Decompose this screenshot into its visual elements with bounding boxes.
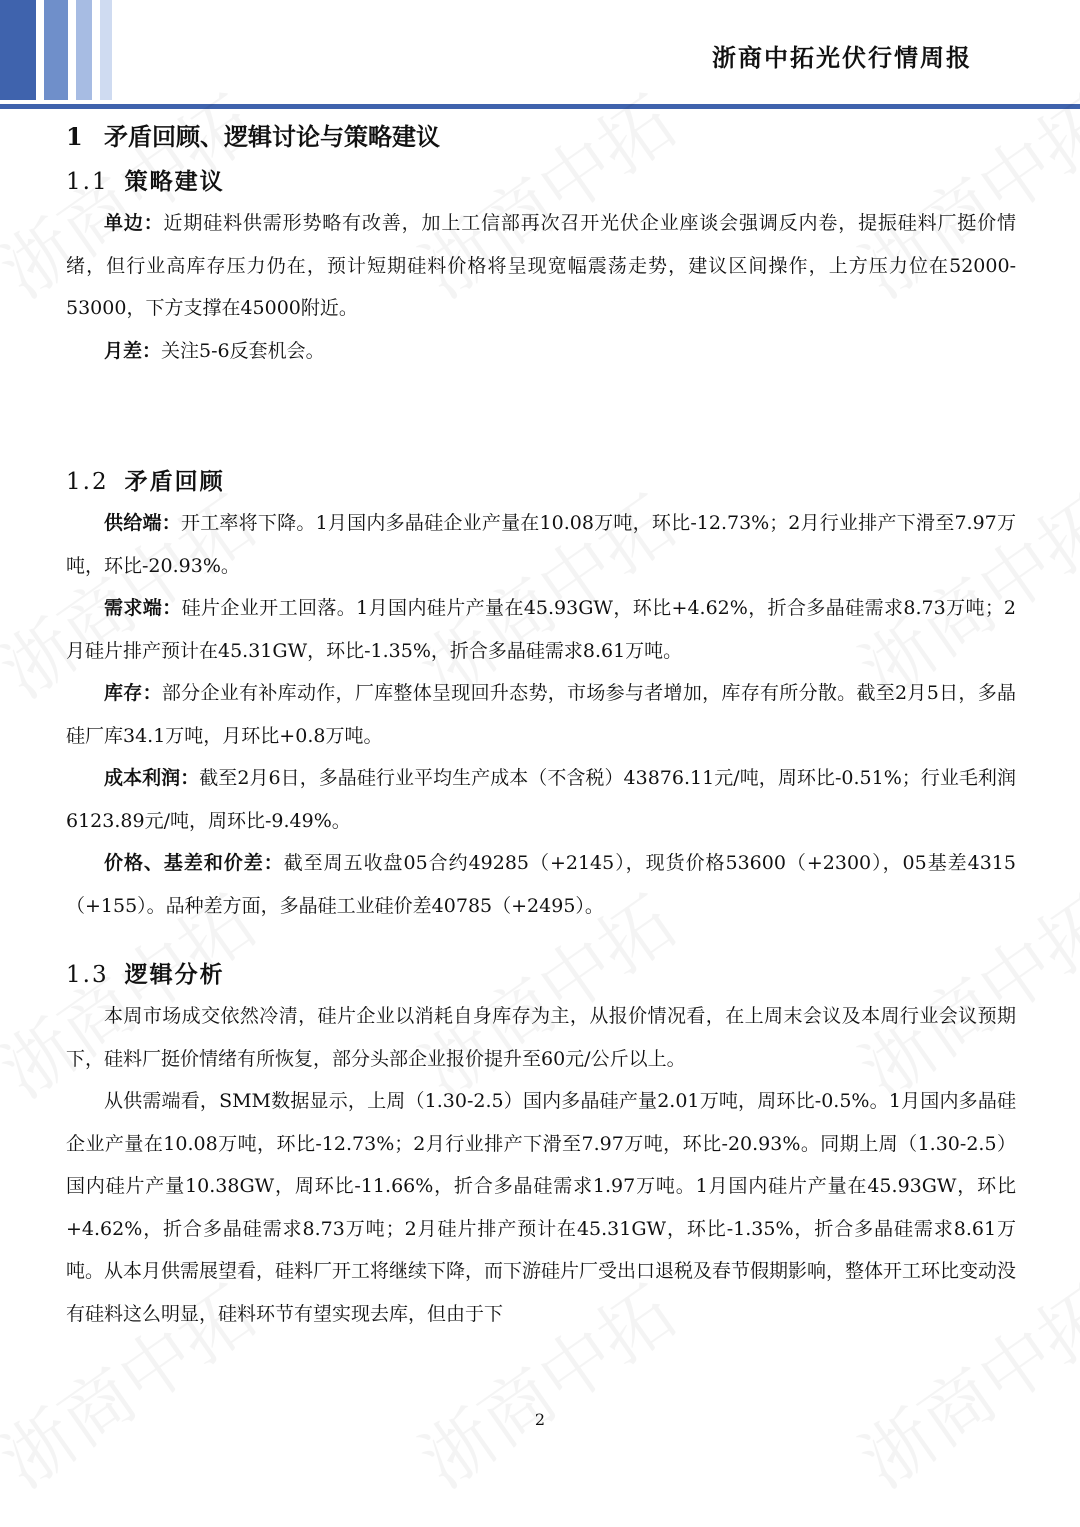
paragraph-lead: 供给端： [104,512,181,534]
paragraph-lead: 价格、基差和价差： [104,852,284,874]
paragraph [66,842,1016,927]
paragraph [66,672,1016,757]
header-bar [76,0,92,100]
subsection-heading-review [66,462,1016,502]
paragraph [66,330,1016,373]
subsection-title: 逻辑分析 [124,961,225,988]
paragraph [66,587,1016,672]
paragraph: 本周市场成交依然冷清，硅片企业以消耗自身库存为主，从报价情况看，在上周末会议及本周行业会议预期下，硅料厂挺价情绪有所恢复，部分头部企业报价提升至60元/公斤以上。 [66,1005,1016,1070]
paragraph-text: 截至周五收盘05合约49285（+2145），现货价格53600（+2300），05基差4315（+155）。品种差方面，多晶硅工业硅价差40785（+2495）。 [66,852,1016,917]
page-number: 2 [534,1410,546,1429]
paragraph-lead: 需求端： [104,597,182,619]
paragraph-text: 截至2月6日，多晶硅行业平均生产成本（不含税）43876.11元/吨，周环比-0.51%；行业毛利润6123.89元/吨，周环比-9.49%。 [66,767,1016,832]
paragraph-text: 部分企业有补库动作，厂库整体呈现回升态势，市场参与者增加，库存有所分散。截至2月5日，多晶硅厂库34.1万吨，月环比+0.8万吨。 [66,682,1016,747]
subsection-number: 1.1 [66,169,109,195]
header-bar [0,0,36,100]
paragraph-lead: 月差： [104,339,162,362]
header-divider [0,104,1080,109]
paragraph [66,502,1016,587]
subsection-heading-logic [66,955,1016,995]
section-heading [66,112,1016,162]
subsection-title: 矛盾回顾 [124,468,225,495]
paragraph-text: 开工率将下降。1月国内多晶硅企业产量在10.08万吨，环比-12.73%；2月行业排产下滑至7.97万吨，环比-20.93%。 [66,512,1016,577]
paragraph [66,757,1016,842]
subsection-number: 1.2 [66,469,109,495]
paragraph-lead: 库存： [104,682,162,704]
paragraph-text: 近期硅料供需形势略有改善，加上工信部再次召开光伏企业座谈会强调反内卷，提振硅料厂挺价情绪，但行业高库存压力仍在，预计短期硅料价格将呈现宽幅震荡走势，建议区间操作，上方压力位在52000-53000，下方支撑在45000附近。 [66,212,1016,319]
header-bar [100,0,112,100]
section-number: 1 [66,122,83,151]
report-title: 浙商中拓光伏行情周报 [712,43,972,72]
paragraph [66,202,1016,330]
page-content [66,112,1016,1335]
paragraph-lead: 单边： [104,212,164,234]
section-title: 矛盾回顾、逻辑讨论与策略建议 [104,122,440,151]
header-bar [44,0,68,100]
subsection-title: 策略建议 [124,168,225,195]
paragraph-lead: 成本利润： [104,767,200,789]
subsection-heading-strategy [66,162,1016,202]
subsection-number: 1.3 [66,962,109,988]
paragraph-text: 关注5-6反套机会。 [161,339,325,362]
paragraph-text: 硅片企业开工回落。1月国内硅片产量在45.93GW，环比+4.62%，折合多晶硅需求8.73万吨；2月硅片排产预计在45.31GW，环比-1.35%，折合多晶硅需求8.61万吨。 [66,597,1016,662]
paragraph: 从供需端看，SMM数据显示，上周（1.30-2.5）国内多晶硅产量2.01万吨，周环比-0.5%。1月国内多晶硅企业产量在10.08万吨，环比-12.73%；2月行业排产下滑至7.97万吨，环比-20.93%。同期上周（1.30-2.5）国内硅片产量10.38GW，周环比-11.66%，折合多晶硅需求1.97万吨。1月国内硅片产量在45.93GW，环比+4.62%，折合多晶硅需求8.73万吨；2月硅片排产预计在45.31GW，环比-1.35%，折合多晶硅需求8.61万吨。从本月供需展望看，硅料厂开工将继续下降，而下游硅片厂受出口退税及春节假期影响，整体开工环比变动没有硅料这么明显，硅料环节有望实现去库，但由于下 [66,1090,1017,1325]
header-decoration [0,0,120,100]
